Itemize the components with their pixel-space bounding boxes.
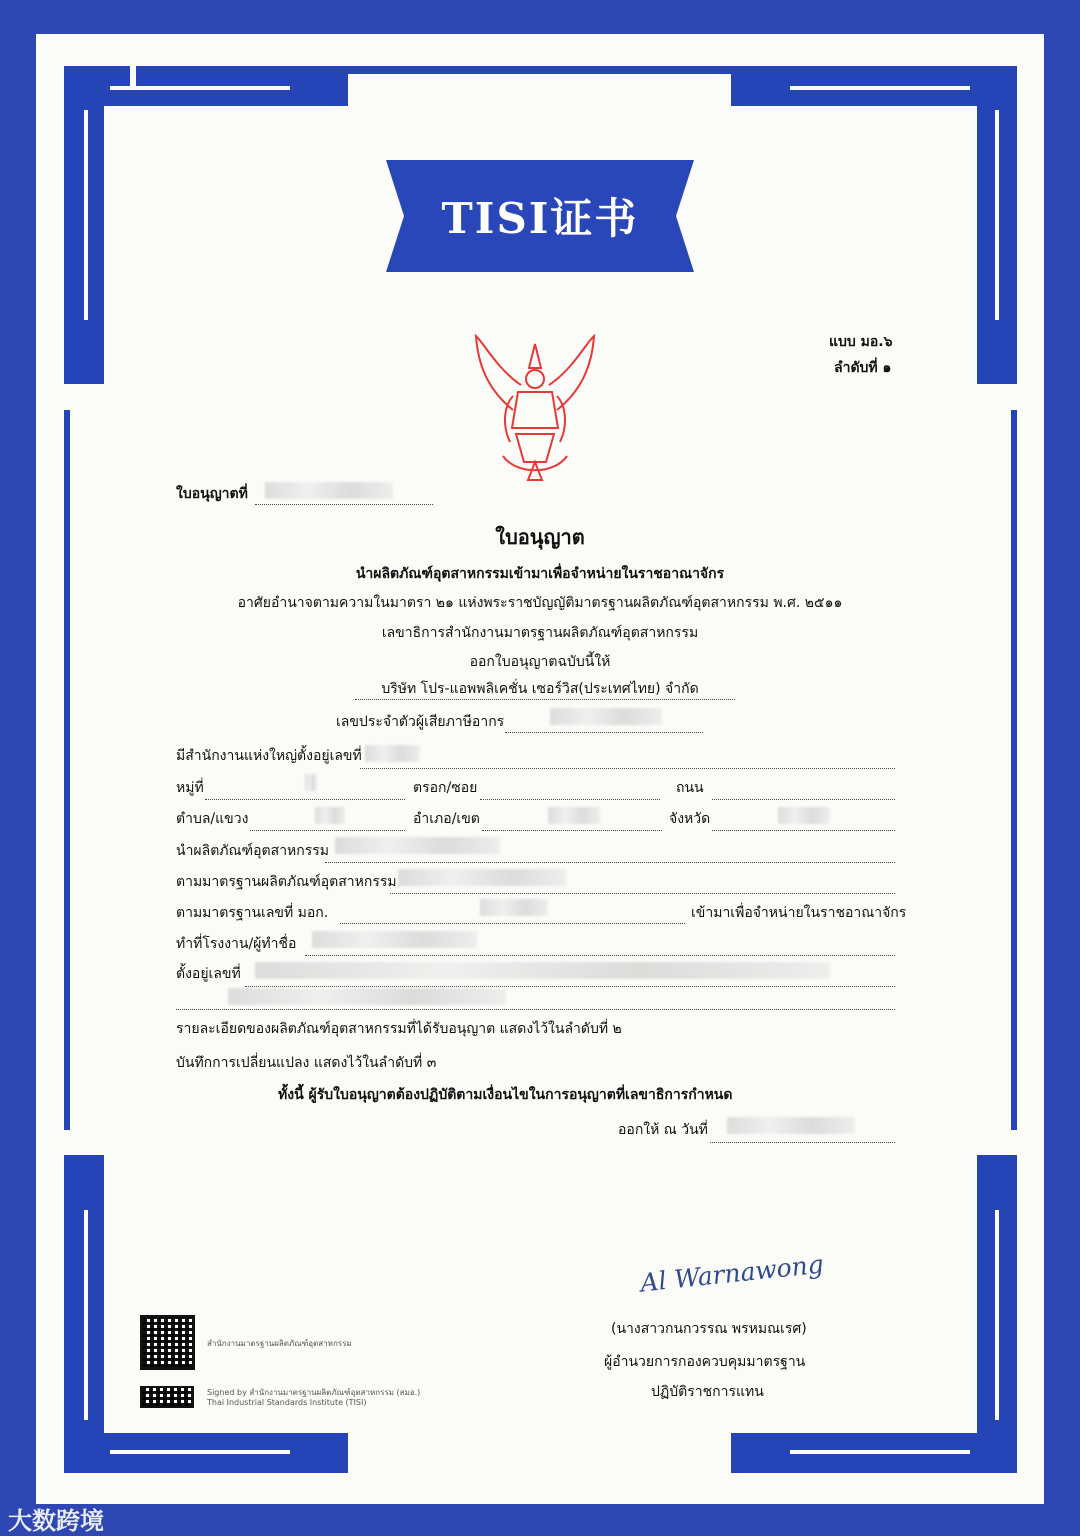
subdistrict-line [250,829,405,831]
signatory-position: ผู้อำนวยการกองควบคุมมาตรฐาน [604,1354,806,1370]
license-authority: อาศัยอำนาจตามความในมาตรา ๒๑ แห่งพระราชบัญญัติมาตรฐานผลิตภัณฑ์อุตสาหกรรม พ.ศ. ๒๕๑๑ [237,595,843,611]
moo-label: หมู่ที่ [176,780,204,796]
road-label: ถนน [676,780,704,796]
moo-line [205,798,405,800]
license-conditions: ทั้งนี้ ผู้รับใบอนุญาตต้องปฏิบัติตามเงื่อนไขในการอนุญาตที่เลขาธิการกำหนด [278,1087,733,1103]
change-record: บันทึกการเปลี่ยนแปลง แสดงไว้ในลำดับที่ ๓ [176,1055,437,1071]
signed-by-caption: Signed by สำนักงานมาตรฐานผลิตภัณฑ์อุตสาหกรรม (สมอ.) [207,1388,421,1397]
province-line [712,829,895,831]
qr-code [140,1315,195,1370]
license-subheading: นำผลิตภัณฑ์อุตสาหกรรมเข้ามาเพื่อจำหน่ายในราชอาณาจักร [355,566,725,582]
certificate-title-banner [386,160,694,272]
standard-number-line [340,922,685,924]
factory-line [305,954,895,956]
standard-tail: เข้ามาเพื่อจำหน่ายในราชอาณาจักร [691,905,907,921]
product-line [325,861,895,863]
license-number-redacted [265,482,393,499]
standard-redacted [398,869,566,886]
frame-line [790,86,970,90]
garuda-emblem [468,330,602,484]
issue-date-line [710,1141,895,1143]
district-redacted [548,807,600,824]
head-office-line [360,767,895,769]
license-heading: ใบอนุญาต [495,525,585,549]
subdistrict-label: ตำบล/แขวง [176,811,249,827]
factory-redacted [312,931,477,948]
tax-id-line [505,731,703,733]
located-label: ตั้งอยู่เลขที่ [176,966,241,982]
standard-line [390,892,895,894]
standard-label: ตามมาตรฐานผลิตภัณฑ์อุตสาหกรรม [176,874,397,890]
product-details: รายละเอียดของผลิตภัณฑ์อุตสาหกรรมที่ได้รับอนุญาต แสดงไว้ในลำดับที่ ๒ [176,1021,622,1037]
located-redacted-2 [228,988,506,1005]
company-name: บริษัท โปร-แอพพลิเคชั่น เซอร์วิส(ประเทศไทย) จำกัด [381,681,699,697]
agency-caption: สำนักงานมาตรฐานผลิตภัณฑ์อุตสาหกรรม [207,1339,352,1348]
frame-line [995,1210,999,1420]
signatory-acting: ปฏิบัติราชการแทน [651,1384,764,1400]
subdistrict-redacted [315,807,345,824]
located-redacted [255,962,830,979]
license-number-line [255,503,433,505]
road-line [712,798,895,800]
signed-by-english: Thai Industrial Standards Institute (TISI) [207,1398,367,1407]
soi-label: ตรอก/ซอย [413,780,478,796]
located-line [245,985,895,987]
head-office-redacted [365,745,420,762]
signatory-name: (นางสาวกนกวรรณ พรหมณเรศ) [611,1321,807,1337]
factory-label: ทำที่โรงงาน/ผู้ทำชื่อ [176,936,297,952]
sequence-number: ลำดับที่ ๑ [834,360,892,376]
issue-date-label: ออกให้ ณ วันที่ [618,1122,708,1138]
moo-redacted [305,774,317,791]
frame-line [84,110,88,320]
small-qr-code [140,1386,194,1408]
frame-line [995,110,999,320]
license-secretary: เลขาธิการสำนักงานมาตรฐานผลิตภัณฑ์อุตสาหกรรม [381,625,699,641]
license-number-label: ใบอนุญาตที่ [176,486,248,502]
top-center-line [315,66,765,74]
standard-number-label: ตามมาตรฐานเลขที่ มอก. [176,905,329,921]
tax-id-redacted [550,708,662,725]
frame-line [110,86,290,90]
located-line-2 [176,1008,895,1010]
right-side-line [1011,410,1017,1130]
district-label: อำเภอ/เขต [413,811,480,827]
license-issued-to: ออกใบอนุญาตฉบับนี้ให้ [469,654,611,670]
watermark-text: 大数跨境 [8,1507,104,1535]
product-label: นำผลิตภัณฑ์อุตสาหกรรม [176,843,330,859]
tax-id-label: เลขประจำตัวผู้เสียภาษีอากร [336,714,505,730]
left-side-line [64,410,70,1130]
head-office-label: มีสำนักงานแห่งใหญ่ตั้งอยู่เลขที่ [176,748,362,764]
standard-number-redacted [480,899,548,916]
frame-line [110,1450,290,1454]
form-number: แบบ มอ.๖ [829,334,893,350]
product-redacted [335,837,500,854]
handwritten-signature: Al Warnawong [638,1249,825,1298]
certificate-title: TISI证书 [441,194,639,243]
frame-line [84,1210,88,1420]
issue-date-redacted [727,1117,855,1134]
province-label: จังหวัด [669,811,711,827]
province-redacted [778,807,830,824]
soi-line [480,798,660,800]
company-line [355,698,735,700]
frame-line [790,1450,970,1454]
frame-line [130,66,136,86]
district-line [482,829,662,831]
